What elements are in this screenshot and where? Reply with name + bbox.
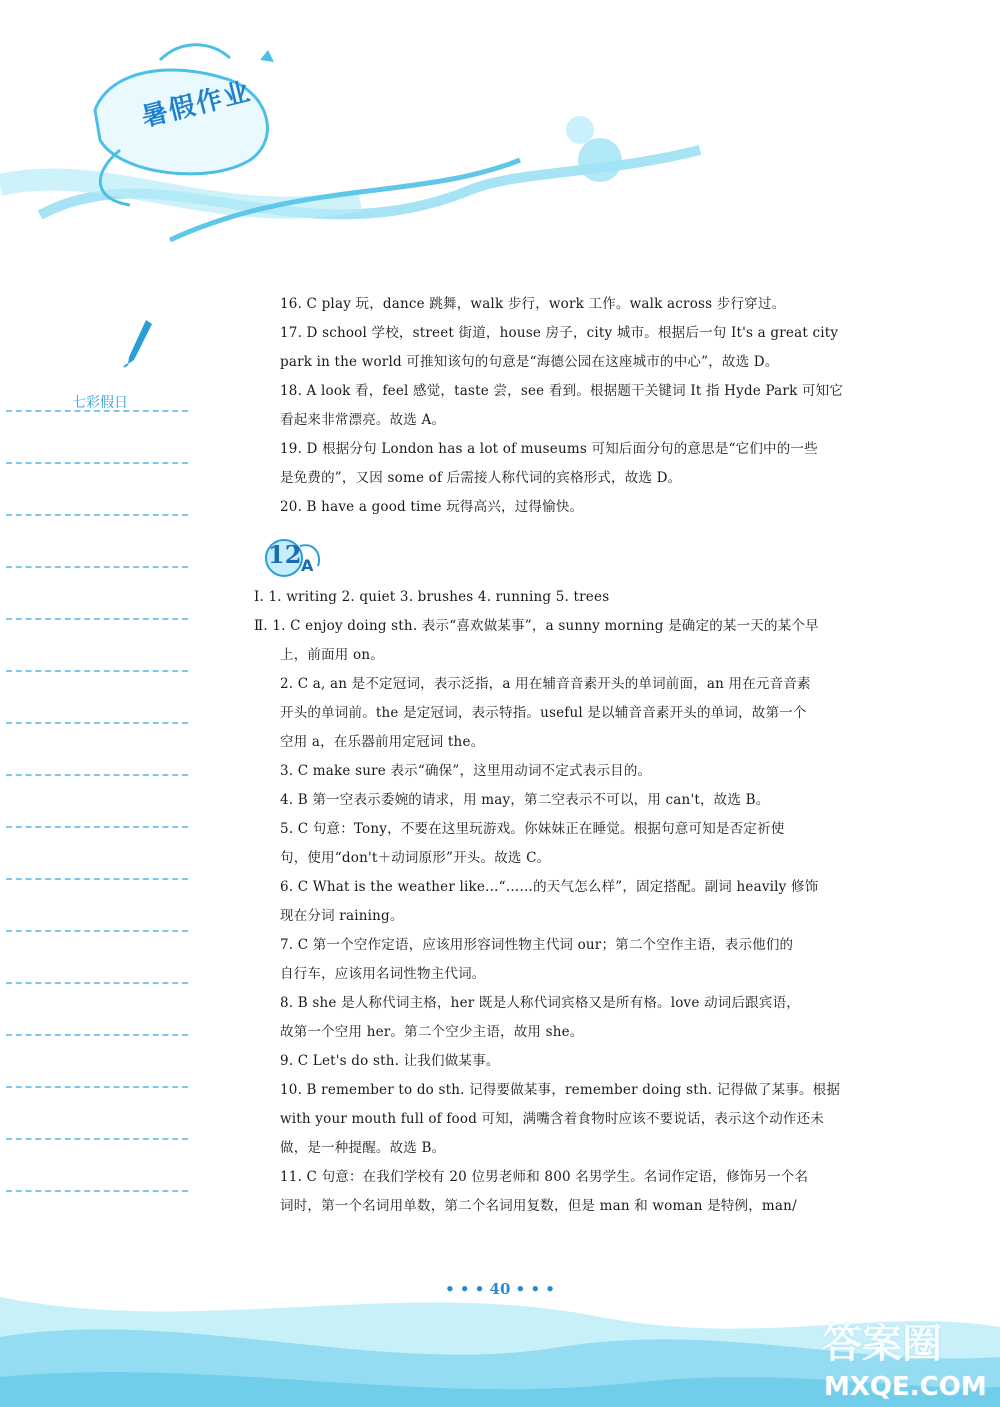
text-line: 做，是一种提醒。故选 B。	[280, 1140, 446, 1156]
text-line: with your mouth full of food 可知，满嘴含着食物时应该不要说话，表示这个动作还未	[280, 1111, 825, 1127]
text-line: 6. C What is the weather like...“……的天气怎么样”，固定搭配。副词 heavily 修饰	[280, 879, 819, 895]
text-line: 词时，第一个名词用单数，第二个名词用复数，但是 man 和 woman 是特例，man/	[280, 1198, 797, 1214]
text-line: 7. C 第一个空作定语，应该用形容词性物主代词 our；第二个空作主语，表示他们的	[280, 937, 794, 953]
banner-title: 暑假作业	[138, 76, 255, 134]
note-line	[6, 1138, 188, 1140]
text-line: 句，使用“don't＋动词原形”开头。故选 C。	[280, 850, 551, 866]
text-line: 11. C 句意：在我们学校有 20 位男老师和 800 名男学生。名词作定语，修饰另一个名	[280, 1169, 809, 1185]
note-line	[6, 1034, 188, 1036]
text-line: 空用 a，在乐器前用定冠词 the。	[280, 734, 485, 750]
note-line	[6, 1190, 188, 1192]
note-line	[6, 618, 188, 620]
pen-icon	[122, 318, 156, 368]
note-line	[6, 670, 188, 672]
text-line: 2. C a, an 是不定冠词，表示泛指，a 用在辅音音素开头的单词前面，an 用在元音音素	[280, 676, 811, 692]
text-line: 20. B have a good time 玩得高兴，过得愉快。	[280, 499, 584, 515]
text-line: 开头的单词前。the 是定冠词，表示特指。useful 是以辅音音素开头的单词，故第一个	[280, 705, 807, 721]
section-letter: A	[301, 556, 314, 575]
text-line: 17. D school 学校，street 街道，house 房子，city 城市。根据后一句 It's a great city	[280, 325, 839, 341]
text-line: 16. C play 玩，dance 跳舞，walk 步行，work 工作。walk across 步行穿过。	[280, 296, 786, 312]
text-line: 上，前面用 on。	[280, 647, 384, 663]
text-line: 4. B 第一空表示委婉的请求，用 may，第二空表示不可以，用 can't，故选 B。	[280, 792, 770, 808]
text-line: Ⅱ. 1. C enjoy doing sth. 表示“喜欢做某事”，a sunny morning 是确定的某一天的某个早	[254, 618, 819, 634]
note-line	[6, 930, 188, 932]
note-line	[6, 566, 188, 568]
text-line: park in the world 可推知该句的句意是“海德公园在这座城市的中心”，故选 D。	[280, 354, 779, 370]
note-line	[6, 878, 188, 880]
text-line: 现在分词 raining。	[280, 908, 404, 924]
text-line: 19. D 根据分句 London has a lot of museums 可知后面分句的意思是“它们中的一些	[280, 441, 818, 457]
text-line: 是免费的”，又因 some of 后需接人称代词的宾格形式，故选 D。	[280, 470, 682, 486]
note-line	[6, 1086, 188, 1088]
note-line	[6, 514, 188, 516]
watermark-url: MXQE.COM	[824, 1372, 987, 1402]
text-line: 自行车，应该用名词性物主代词。	[280, 966, 486, 982]
text-line: 故第一个空用 her。第二个空少主语，故用 she。	[280, 1024, 584, 1040]
note-line	[6, 826, 188, 828]
note-line	[6, 774, 188, 776]
page-number: • • • 40 • • •	[445, 1280, 555, 1298]
sidebar-title: 七彩假日	[72, 395, 128, 411]
text-line: 18. A look 看，feel 感觉，taste 尝，see 看到。根据题干关键词 It 指 Hyde Park 可知它	[280, 383, 844, 399]
section-number: 12	[268, 540, 302, 569]
text-line: 10. B remember to do sth. 记得要做某事，remember doing sth. 记得做了某事。根据	[280, 1082, 841, 1098]
text-line: Ⅰ. 1. writing 2. quiet 3. brushes 4. running 5. trees	[254, 589, 610, 605]
text-line: 5. C 句意：Tony，不要在这里玩游戏。你妹妹正在睡觉。根据句意可知是否定祈使	[280, 821, 785, 837]
note-line	[6, 410, 188, 412]
note-line	[6, 462, 188, 464]
text-line: 8. B she 是人称代词主格，her 既是人称代词宾格又是所有格。love 动词后跟宾语，	[280, 995, 800, 1011]
note-line	[6, 722, 188, 724]
note-line	[6, 982, 188, 984]
text-line: 9. C Let's do sth. 让我们做某事。	[280, 1053, 500, 1069]
watermark-logo: 答案圈	[822, 1321, 942, 1367]
text-line: 3. C make sure 表示“确保”，这里用动词不定式表示目的。	[280, 763, 652, 779]
text-line: 看起来非常漂亮。故选 A。	[280, 412, 446, 428]
